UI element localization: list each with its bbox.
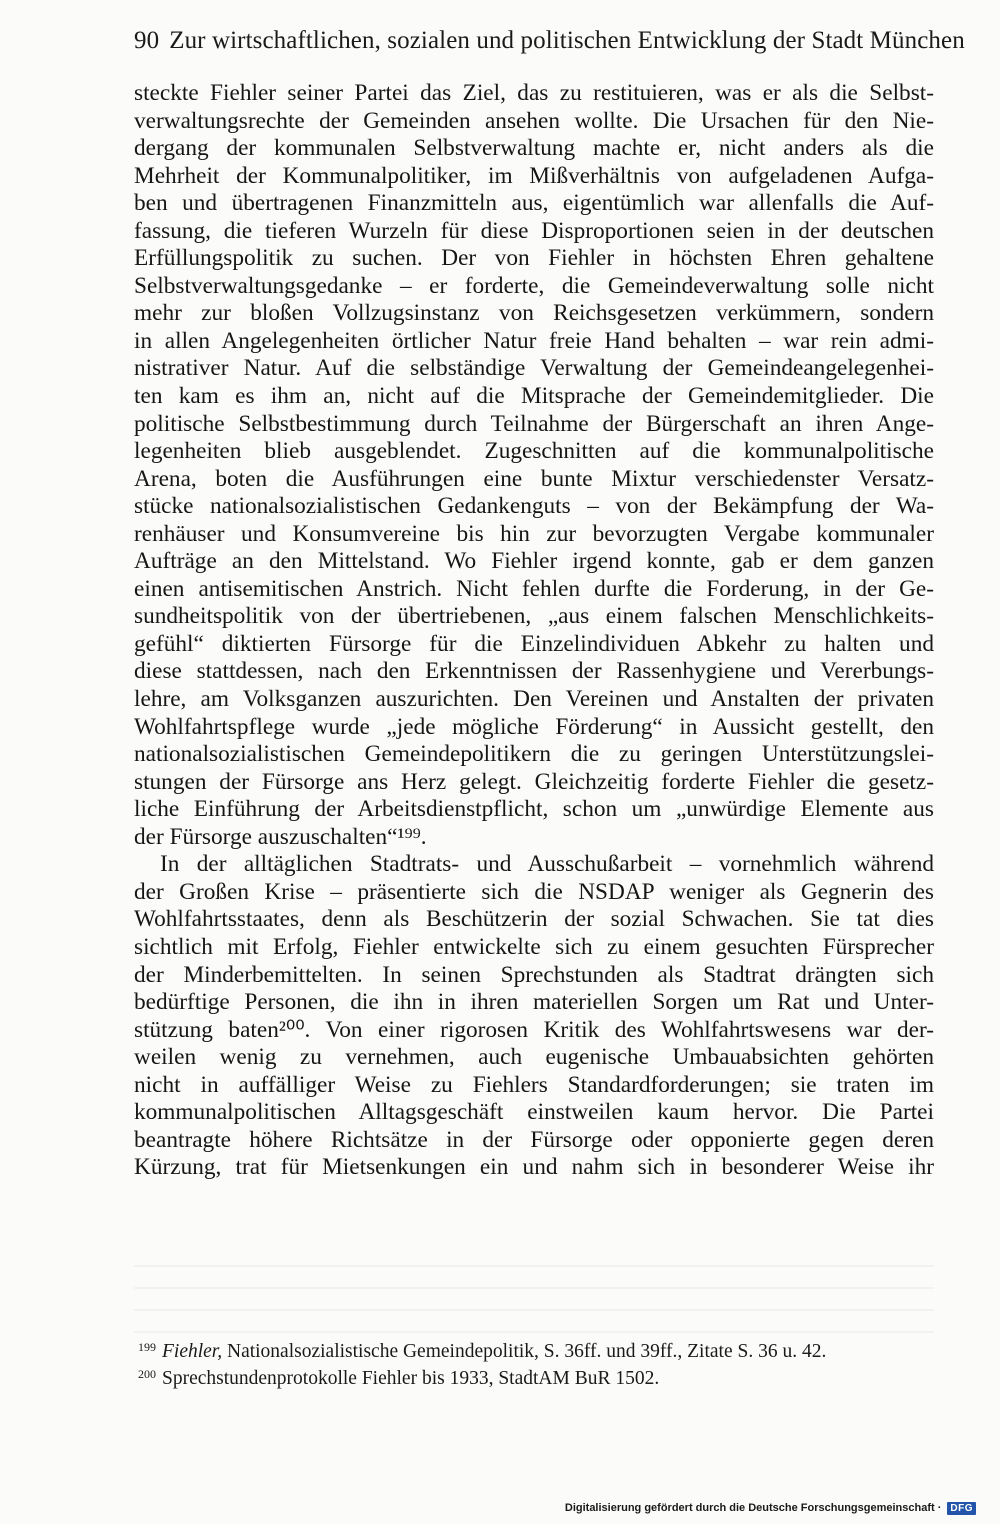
text-line: der Großen Krise – präsentierte sich die NSDAP weniger als Gegnerin des bbox=[134, 878, 934, 905]
text-line: dergang der kommunalen Selbstverwaltung machte er, nicht anders als die bbox=[134, 135, 934, 162]
text-line: Kürzung, trat für Mietsenkungen ein und nahm sich in besonderer Weise ihr bbox=[134, 1154, 934, 1181]
text-line: weilen wenig zu vernehmen, auch eugenische Umbauabsichten gehörten bbox=[134, 1044, 934, 1071]
running-title: Zur wirtschaftlichen, sozialen und politischen Entwicklung der Stadt München bbox=[169, 27, 965, 54]
footnote-text: Sprechstundenprotokolle Fiehler bis 1933, StadtAM BuR 1502. bbox=[162, 1368, 660, 1389]
text-line: Erfüllungspolitik zu suchen. Der von Fiehler in höchsten Ehren gehaltene bbox=[134, 245, 934, 272]
text-line: Aufträge an den Mittelstand. Wo Fiehler irgend konnte, gab er dem ganzen bbox=[134, 548, 934, 575]
text-line: in allen Angelegenheiten örtlicher Natur freie Hand behalten – war rein admi- bbox=[134, 327, 934, 354]
footnote-author: Fiehler, bbox=[162, 1341, 223, 1362]
bleed-through-shadow bbox=[134, 1265, 934, 1335]
body-text bbox=[134, 80, 934, 1182]
page-number: 90 bbox=[134, 27, 160, 54]
footnote-text: Nationalsozialistische Gemeindepolitik, S. 36ff. und 39ff., Zitate S. 36 u. 42. bbox=[222, 1341, 827, 1362]
text-line: Arena, boten die Ausführungen eine bunte Mixtur verschiedenster Versatz- bbox=[134, 465, 934, 492]
text-line: nistrativer Natur. Auf die selbständige Verwaltung der Gemeindeangelegenhei- bbox=[134, 355, 934, 382]
text-line: kommunalpolitischen Alltagsgeschäft einstweilen kaum hervor. Die Partei bbox=[134, 1099, 934, 1126]
footnote-marker: 199 bbox=[138, 1340, 156, 1354]
credit-text: Digitalisierung gefördert durch die Deutsche Forschungsgemeinschaft · bbox=[564, 1502, 942, 1514]
paragraph-end-line: der Fürsorge auszuschalten“¹⁹⁹. bbox=[134, 823, 427, 850]
text-line: Selbstverwaltungsgedanke – er forderte, die Gemeindeverwaltung solle nicht bbox=[134, 272, 934, 299]
text-line: nicht in auffälliger Weise zu Fiehlers Standardforderungen; sie traten im bbox=[134, 1071, 934, 1098]
text-line: renhäuser und Konsumvereine bis hin zur bevorzugten Vergabe kommunaler bbox=[134, 520, 934, 547]
text-line: nationalsozialistischen Gemeindepolitikern die zu geringen Unterstützungslei- bbox=[134, 741, 934, 768]
text-line: sundheitspolitik von der übertriebenen, „aus einem falschen Menschlichkeits- bbox=[134, 603, 934, 630]
text-line: stungen der Fürsorge ans Herz gelegt. Gleichzeitig forderte Fiehler die gesetz- bbox=[134, 768, 934, 795]
text-line: ben und übertragenen Finanzmitteln aus, eigentümlich war allenfalls die Auf- bbox=[134, 190, 934, 217]
footnote-199 bbox=[134, 1336, 934, 1363]
text-line: verwaltungsrechte der Gemeinden ansehen wollte. Die Ursachen für den Nie- bbox=[134, 107, 934, 134]
text-line: lehre, am Volksganzen auszurichten. Den Vereinen und Anstalten der privaten bbox=[134, 686, 934, 713]
text-line: politische Selbstbestimmung durch Teilnahme der Bürgerschaft an ihren Ange- bbox=[134, 410, 934, 437]
text-line: sichtlich mit Erfolg, Fiehler entwickelte sich zu einem gesuchten Fürsprecher bbox=[134, 933, 934, 960]
running-header bbox=[134, 24, 965, 58]
dfg-logo-icon: DFG bbox=[947, 1502, 976, 1515]
text-line: bedürftige Personen, die ihn in ihren materiellen Sorgen um Rat und Unter- bbox=[134, 989, 934, 1016]
text-line: steckte Fiehler seiner Partei das Ziel, das zu restituieren, was er als die Selbst- bbox=[134, 80, 934, 106]
paragraph-start-line: In der alltäglichen Stadtrats- und Ausschußarbeit – vornehmlich während bbox=[160, 851, 934, 878]
text-line: Mehrheit der Kommunalpolitiker, im Mißverhältnis von aufgeladenen Aufga- bbox=[134, 162, 934, 189]
text-line: Wohlfahrtsstaates, denn als Beschützerin der sozial Schwachen. Sie tat dies bbox=[134, 906, 934, 933]
text-line: mehr zur bloßen Vollzugsinstanz von Reichsgesetzen verkümmern, sondern bbox=[134, 300, 934, 327]
footnote-marker: 200 bbox=[138, 1367, 156, 1381]
text-line: legenheiten blieb ausgeblendet. Zugeschnitten auf die kommunalpolitische bbox=[134, 438, 934, 465]
text-line: einen antisemitischen Anstrich. Nicht fehlen durfte die Forderung, in der Ge- bbox=[134, 575, 934, 602]
text-line: stützung baten²⁰⁰. Von einer rigorosen Kritik des Wohlfahrtswesens war der- bbox=[134, 1016, 934, 1043]
text-line: stücke nationalsozialistischen Gedankenguts – von der Bekämpfung der Wa- bbox=[134, 493, 934, 520]
footnote-200 bbox=[134, 1363, 934, 1390]
text-line: beantragte höhere Richtsätze in der Fürsorge oder opponierte gegen deren bbox=[134, 1126, 934, 1153]
text-line: Wohlfahrtspflege wurde „jede mögliche Förderung“ in Aussicht gestellt, den bbox=[134, 713, 934, 740]
text-line: der Minderbemittelten. In seinen Sprechstunden als Stadtrat drängten sich bbox=[134, 961, 934, 988]
text-line: gefühl“ diktierten Fürsorge für die Einzelindividuen Abkehr zu halten und bbox=[134, 630, 934, 657]
footnotes bbox=[134, 1336, 934, 1390]
digitization-credit bbox=[565, 1500, 976, 1516]
text-line: diese stattdessen, nach den Erkenntnissen der Rassenhygiene und Vererbungs- bbox=[134, 658, 934, 685]
text-line: fassung, die tieferen Wurzeln für diese Disproportionen seien in der deutschen bbox=[134, 217, 934, 244]
text-line: ten kam es ihm an, nicht auf die Mitsprache der Gemeindemitglieder. Die bbox=[134, 383, 934, 410]
text-line: liche Einführung der Arbeitsdienstpflicht, schon um „unwürdige Elemente aus bbox=[134, 796, 934, 823]
